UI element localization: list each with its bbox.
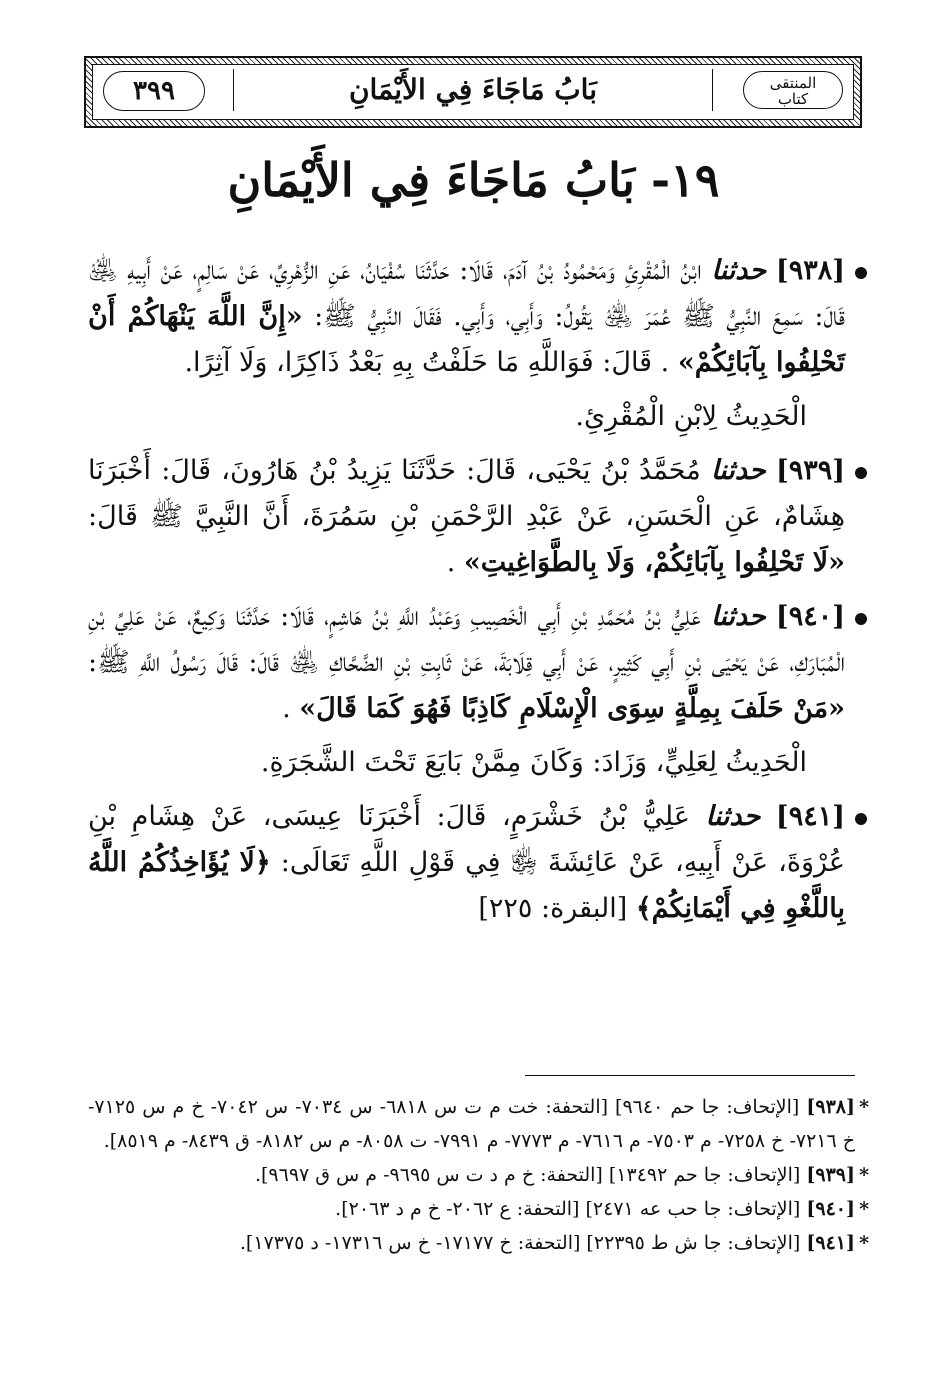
footnote-star: * [859,1198,869,1220]
footnote-940 [88,1192,869,1226]
footnote-divider [525,1075,855,1076]
footnote-text: [الإتحاف: جا حم ١٣٤٩٢] [التحفة: خ م د ت س ٩٦٩٥- م س ق ٩٦٩٧]. [254,1164,801,1186]
footnote-text: [الإتحاف: جا حم ٩٦٤٠] [التحفة: خت م ت س ٦٨١٨- س ٧٠٣٤- س ٧٠٤٢- خ م س ٧١٢٥- خ ٧٢١٦- خ ٧٢٥٨- م ٧٥٠٣- م ٧٦١٦- م ٧٧٧٣- م ٧٩٩١- ت ٨٠٥٨- م س ٨١٨٢- ق ٨٤٣٩- م ٨٥١٩]. [88,1096,855,1152]
footnote-number: [٩٣٩] [806,1164,855,1186]
book-badge-line2: كتاب [777,90,809,108]
page-number: ٣٩٩ [103,71,205,111]
hadith-number: [٩٣٨] [775,255,845,286]
note-938: الْحَدِيثُ لِابْنِ الْمُقْرِئِ. [575,401,807,432]
hadith-chain: عَلِيُّ بْنُ خَشْرَمٍ، قَالَ: أَخْبَرَنَا عِيسَى، عَنْ هِشَامِ بْنِ عُرْوَةَ، عَنْ أَبِيهِ، عَنْ عَائِشَةَ ﵂ فِي قَوْلِ اللَّهِ تَعَالَى: [88,801,846,878]
hadith-number: [٩٣٩] [775,455,846,486]
hadith-matn: «مَنْ حَلَفَ بِمِلَّةٍ سِوَى الْإِسْلَامِ كَاذِبًا فَهُوَ كَمَا قَالَ» [299,693,845,724]
verse-reference: [البقرة: ٢٢٥] [478,893,628,924]
book-badge [743,71,843,109]
chapter-title: ١٩- بَابُ مَاجَاءَ فِي الأَيْمَانِ [227,153,720,207]
hadith-chain: ابْنُ الْمُقْرِئِ وَمَحْمُودُ بْنُ آدَمَ، قَالَا: حَدَّثَنَا سُفْيَانُ، عَنِ الزُّهْرِيِّ، عَنْ سَالِمٍ، عَنْ أَبِيهِ ﵁ قَالَ: سَمِعَ النَّبِيُّ ﷺ عُمَرَ ﵁ يَقُولُ: وَأَبِي، وَأَبِي. فَقَالَ النَّبِيُّ ﷺ: [88,255,845,332]
footnote-text: [الإتحاف: جا حب عه ٢٤٧١] [التحفة: ع ٢٠٦٢- خ م د ٢٠٦٣]. [335,1198,801,1220]
hadith-tail: . [282,693,291,724]
running-header-inner [92,64,854,120]
bullet-icon [855,267,867,279]
hadith-matn: «إِنَّ اللَّهَ يَنْهَاكُمْ أَنْ تَحْلِفُوا بِآبَائِكُمْ» [88,301,845,378]
bullet-icon [855,813,867,825]
footnote-star: * [859,1164,869,1186]
footnote-938 [88,1090,869,1158]
book-badge-line1: المنتقى [769,74,817,92]
hadith-938 [88,248,867,386]
hadith-tail: . [446,547,456,578]
footnote-text: [الإتحاف: جا ش ط ٢٢٣٩٥] [التحفة: خ ١٧١٧٧- خ س ١٧٣١٦- د ١٧٣٧٥]. [239,1232,801,1254]
hadith-number: [٩٤١] [775,801,845,832]
quran-verse: ﴿لَا يُؤَاخِذُكُمُ اللَّهُ بِاللَّغْوِ فِي أَيْمَانِكُمْ﴾ [88,847,845,924]
footnotes [88,1090,869,1260]
haddathana-word: حدثنا [705,801,761,832]
bullet-icon [855,467,867,479]
hadith-chain: مُحَمَّدُ بْنُ يَحْيَى، قَالَ: حَدَّثَنَا يَزِيدُ بْنُ هَارُونَ، قَالَ: أَخْبَرَنَا هِشَامٌ، عَنِ الْحَسَنِ، عَنْ عَبْدِ الرَّحْمَنِ بْنِ سَمُرَةَ، أَنَّ النَّبِيَّ ﷺ قَالَ: [88,455,845,532]
hadith-tail: . قَالَ: فَوَاللَّهِ مَا حَلَفْتُ بِهِ بَعْدُ ذَاكِرًا، وَلَا آثِرًا. [184,347,670,378]
footnote-star: * [859,1232,869,1254]
bullet-icon [855,613,867,625]
footnote-941 [88,1226,869,1260]
haddathana-word: حدثنا [710,455,766,486]
footnote-939 [88,1158,869,1192]
footnote-number: [٩٣٨] [806,1096,855,1118]
footnote-number: [٩٤٠] [806,1198,855,1220]
footnote-star: * [859,1096,869,1118]
running-header-title: بَابُ مَاجَاءَ فِي الأَيْمَانِ [233,69,713,111]
note-940: الْحَدِيثُ لِعَلِيٍّ، وَزَادَ: وَكَانَ مِمَّنْ بَايَعَ تَحْتَ الشَّجَرَةِ. [260,747,807,778]
hadith-940 [88,594,867,732]
main-text [88,248,867,940]
hadith-chain: عَلِيُّ بْنُ مُحَمَّدِ بْنِ أَبِي الْخَصِيبِ وَعَبْدُ اللَّهِ بْنُ هَاشِمٍ، قَالَا: حَدَّثَنَا وَكِيعٌ، عَنْ عَلِيِّ بْنِ الْمُبَارَكِ، عَنْ يَحْيَى بْنِ أَبِي كَثِيرٍ، عَنْ أَبِي قِلَابَةَ، عَنْ ثَابِتِ بْنِ الضَّحَّاكِ ﵁ قَالَ: قَالَ رَسُولُ اللَّهِ ﷺ: [88,601,845,678]
haddathana-word: حدثنا [711,255,767,286]
haddathana-word: حدثنا [711,601,766,632]
hadith-941 [88,794,867,932]
hadith-939 [88,448,867,586]
hadith-number: [٩٤٠] [775,601,845,632]
hadith-matn: «لَا تَحْلِفُوا بِآبَائِكُمْ، وَلَا بِالطَّوَاغِيتِ» [463,547,845,578]
running-header [84,56,862,128]
footnote-number: [٩٤١] [806,1232,855,1254]
